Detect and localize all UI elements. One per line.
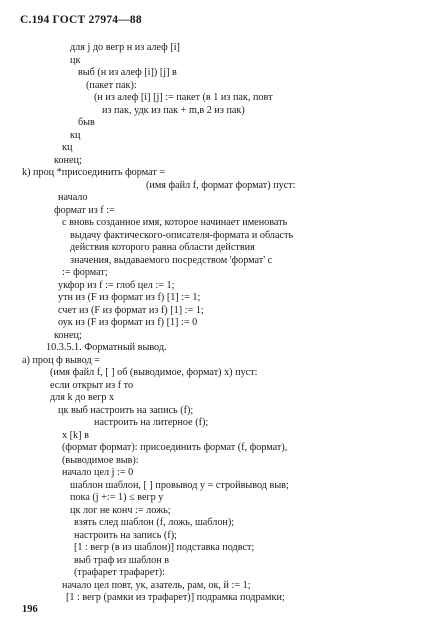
code-line: взять след шаблон (f, ложь, шаблон); [74, 517, 235, 528]
code-line: пока (j +:= 1) ≤ вегр у [70, 492, 164, 503]
code-line: укфор из f := глоб цел := 1; [58, 279, 175, 291]
code-line: из пак, удк из пак + m,в 2 из пак) [102, 104, 245, 116]
code-line: начало цел повт, ук, азатель, рам, ок, й := 1; [62, 579, 251, 591]
code-line: если открыт из f то [50, 379, 134, 391]
code-line: (формат формат): присоединить формат (f, формат), [62, 442, 288, 453]
code-line: цк [70, 54, 81, 66]
page-header: С.194 ГОСТ 27974—88 [20, 14, 142, 26]
code-line: быв [78, 117, 95, 128]
code-line: (имя файл f, формат формат) пуст: [146, 179, 296, 191]
code-line: кц [70, 129, 81, 141]
code-line: (трафарет трафарет): [74, 567, 165, 578]
code-line: (пакет пак): [86, 79, 137, 91]
code-line: х [k] в [62, 429, 89, 441]
code-line: формат из f := [54, 204, 115, 216]
code-line: [1 : вегр (рамки из трафарет)] подрамка подрамки; [66, 592, 285, 603]
code-line: для k до вегр х [50, 392, 115, 403]
code-line: конец; [54, 329, 82, 341]
code-line: := формат; [62, 267, 108, 278]
code-line: цк лог не конч := ложь; [70, 504, 171, 516]
code-line: шаблон шаблон, [ ] провывод у = стройвывод выв; [70, 479, 289, 491]
code-line: действия которого равна области действия [70, 242, 255, 253]
code-line: (имя файл f, [ ] об (выводимое, формат) х) пуст: [50, 367, 258, 378]
code-line: выдачу фактического-описателя-формата и область [70, 229, 294, 241]
code-line: счет из (F из формат из f) [1] := 1; [58, 304, 204, 316]
code-line: a) проц ф вывод = [22, 354, 100, 366]
code-line: утн из (F из формат из f) [1] := 1; [58, 292, 201, 303]
code-line: выб (н из алеф [i]) [j] в [78, 67, 177, 78]
code-line: цк выб настроить на запись (f); [58, 404, 194, 416]
code-line: значения, выдаваемого посредством 'формат' с [70, 254, 273, 266]
code-line: (выводимое выв): [62, 454, 139, 466]
code-line: начало цел j := 0 [62, 467, 134, 478]
code-line: настроить на запись (f); [74, 529, 177, 541]
code-line: оук из (F из формат из f) [1] := 0 [58, 317, 198, 328]
code-line: начало [58, 192, 88, 203]
code-line: выб траф из шаблон в [74, 554, 170, 566]
code-line: для j до вегр н из алеф [i] [70, 42, 180, 53]
code-line: настроить на литерное (f); [94, 417, 209, 428]
code-line: конец; [54, 154, 82, 166]
page-number: 196 [22, 604, 38, 615]
code-line: кц [62, 142, 73, 153]
code-line: (н из алеф [i] [j] := пакет (в 1 из пак, повт [94, 92, 273, 103]
code-line: 10.3.5.1. Форматный вывод. [46, 342, 167, 353]
code-line: [1 : вегр (в из шаблон)] подставка подвст; [74, 542, 255, 553]
code-line: с вновь созданное имя, которое начинает именовать [62, 217, 288, 228]
code-line: k) проц *присоединить формат = [22, 167, 166, 178]
